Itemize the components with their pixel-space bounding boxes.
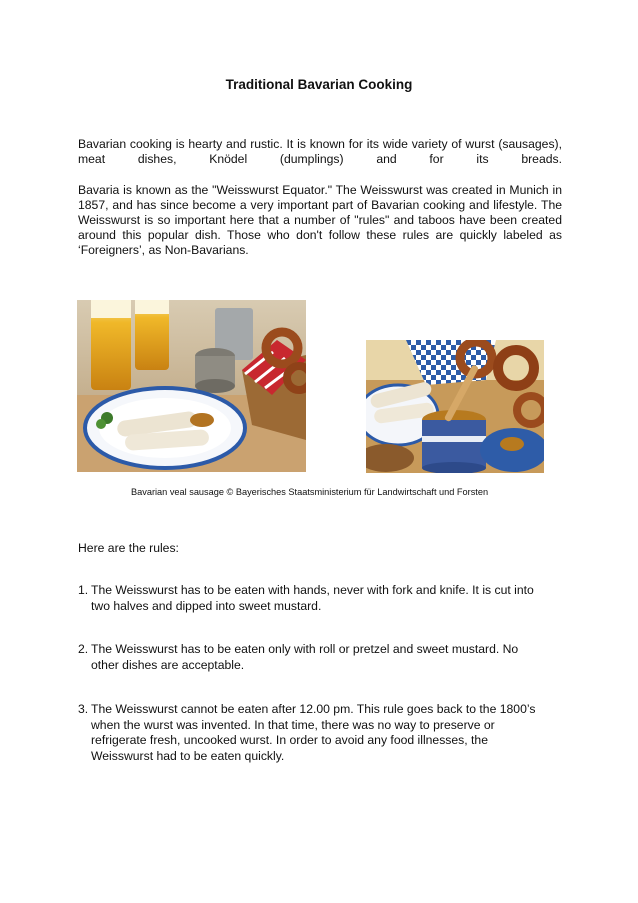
weisswurst-equator-paragraph: Bavaria is known as the "Weisswurst Equator." The Weisswurst was created in Munich in 1857, and has since become a very important part of Bavarian cooking and lifestyle. The Weisswurst is so important here that a number of "rules" and taboos have been created around this popular dish. Those who don't follow these rules are quickly labeled as ‘Foreigners’, as Non-Bavarians. [78,183,562,257]
document-title: Traditional Bavarian Cooking [225,77,413,92]
rule-number: 3. [78,702,89,716]
weisswurst-plate-with-beer-photo [77,300,306,472]
rule-text: The Weisswurst has to be eaten only with roll or pretzel and sweet mustard. No other dishes are acceptable. [91,642,519,672]
rule-text: The Weisswurst cannot be eaten after 12.00 pm. This rule goes back to the 1800’s when the wurst was invented. In that time, there was no way to preserve or refrigerate fresh, uncooked wurst. In order to avoid any food illnesses, the Weisswurst had to be eaten quickly. [91,702,536,763]
rule-item [78,583,548,614]
rule-number: 2. [78,642,89,656]
rule-text: The Weisswurst has to be eaten with hands, never with fork and knife. It is cut into two halves and dipped into sweet mustard. [91,583,534,613]
photo-caption: Bavarian veal sausage © Bayerisches Staatsministerium für Landwirtschaft und Forsten [131,487,489,497]
intro-paragraph: Bavarian cooking is hearty and rustic. It is known for its wide variety of wurst (sausages), meat dishes, Knödel (dumplings) and for its breads. [78,137,562,166]
rule-item [78,642,548,673]
weisswurst-with-pretzels-and-mustard-photo [366,340,544,473]
rule-item [78,702,548,764]
rule-number: 1. [78,583,89,597]
rules-heading: Here are the rules: [78,541,179,555]
